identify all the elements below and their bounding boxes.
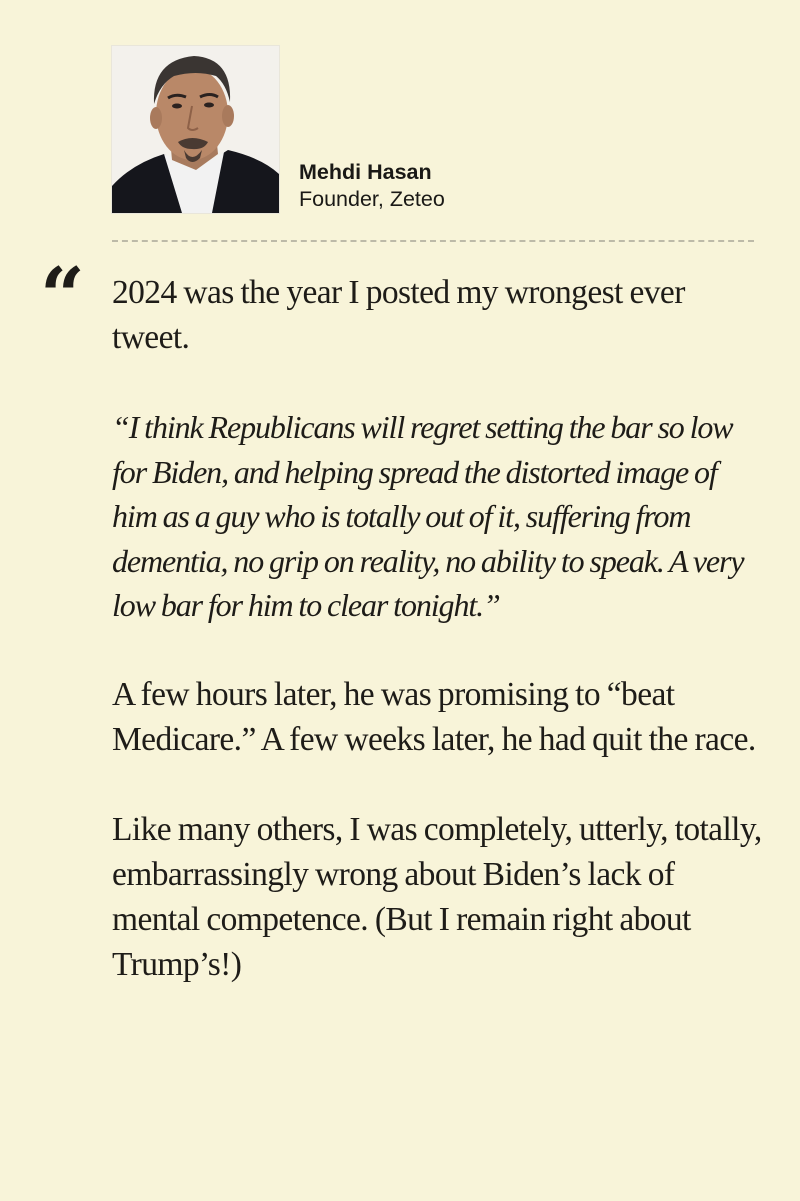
quote-paragraph-intro: 2024 was the year I posted my wrongest ever tweet. xyxy=(112,274,685,356)
quote-paragraph-conclusion: Like many others, I was completely, utterly, totally, embarrassingly wrong about Biden’s lack of mental competence. (But I remain right about Trump’s!) xyxy=(112,810,762,983)
quote-paragraph-aftermath: A few hours later, he was promising to “beat Medicare.” A few weeks later, he had quit the race. xyxy=(112,675,756,758)
author-name: Mehdi Hasan xyxy=(299,160,432,184)
quoted-tweet: “I think Republicans will regret setting the bar so low for Biden, and helping spread the distorted image of him as a guy who is totally out of it, suffering from dementia, no grip on reality, no ability to speak. A very low bar for him to clear tonight.” xyxy=(112,409,744,623)
author-header xyxy=(112,46,445,213)
dashed-divider xyxy=(112,240,754,242)
opening-quote-icon: “ xyxy=(40,251,85,342)
quote-body xyxy=(112,270,762,1032)
author-title: Founder, Zeteo xyxy=(299,187,445,211)
author-photo xyxy=(112,46,279,213)
author-byline xyxy=(299,159,445,213)
portrait-image xyxy=(112,46,279,213)
